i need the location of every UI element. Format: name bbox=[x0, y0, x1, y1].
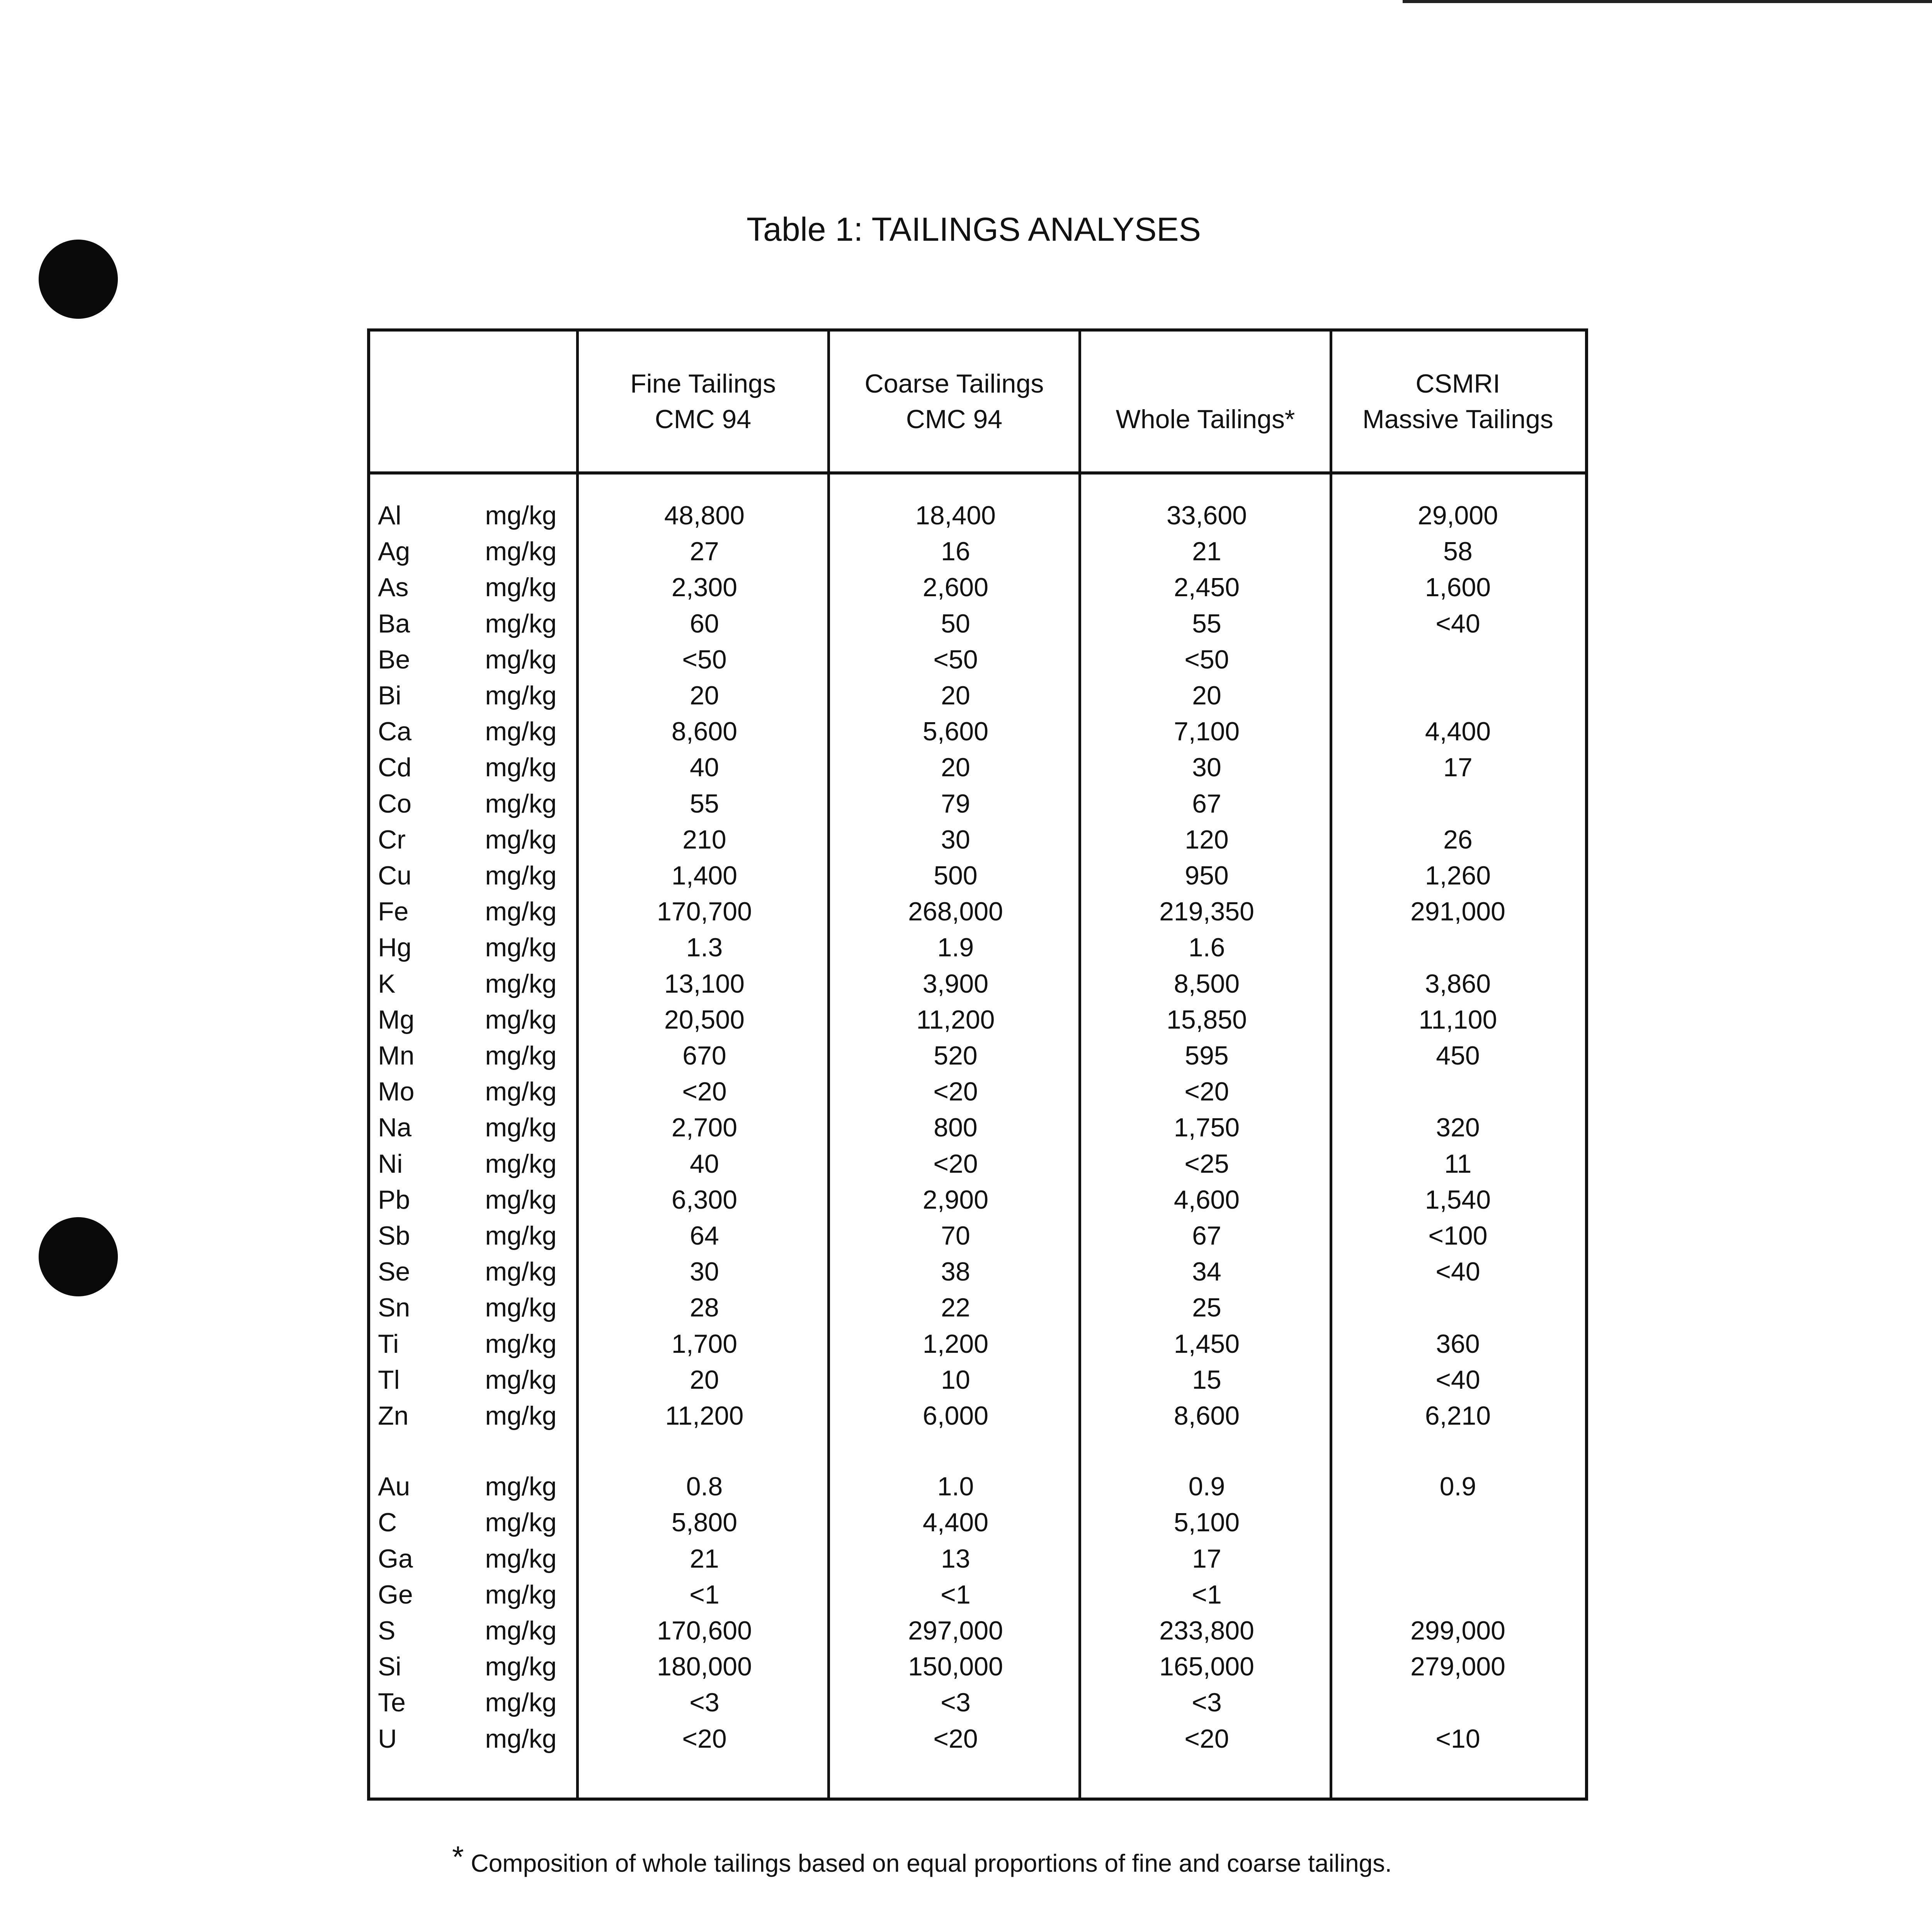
unit-cell: mg/kg bbox=[485, 645, 557, 674]
value-cell: 500 bbox=[934, 861, 978, 890]
element-cell: Hg bbox=[378, 933, 412, 963]
column-header-whole-tailings bbox=[1081, 332, 1330, 471]
element-cell: Cr bbox=[378, 825, 406, 854]
value-cell: 22 bbox=[941, 1293, 970, 1323]
unit-cell: mg/kg bbox=[485, 1401, 557, 1430]
element-cell: Sn bbox=[378, 1293, 410, 1323]
value-cell: 18,400 bbox=[915, 501, 996, 530]
element-cell: Mg bbox=[378, 1005, 415, 1034]
element-cell: S bbox=[378, 1616, 396, 1645]
value-cell: 670 bbox=[682, 1041, 726, 1070]
header-divider bbox=[370, 471, 1585, 474]
element-cell: Co bbox=[378, 789, 412, 818]
unit-cell: mg/kg bbox=[485, 1616, 557, 1645]
value-cell: <3 bbox=[1192, 1688, 1222, 1718]
value-cell: 8,600 bbox=[671, 717, 738, 747]
table-row bbox=[370, 606, 1585, 642]
table-row bbox=[370, 1218, 1585, 1254]
value-cell: 268,000 bbox=[908, 897, 1003, 927]
value-cell: 11 bbox=[1444, 1149, 1472, 1179]
value-cell: 60 bbox=[690, 609, 719, 638]
value-cell: 5,100 bbox=[1173, 1508, 1240, 1537]
footnote-marker: * bbox=[452, 1840, 464, 1874]
element-cell: Sb bbox=[378, 1221, 410, 1250]
value-cell: 233,800 bbox=[1159, 1616, 1254, 1645]
value-cell: 70 bbox=[941, 1221, 970, 1250]
unit-cell: mg/kg bbox=[485, 1508, 557, 1537]
element-cell: Si bbox=[378, 1652, 401, 1682]
unit-cell: mg/kg bbox=[485, 861, 557, 890]
value-cell: 297,000 bbox=[908, 1616, 1003, 1645]
unit-cell: mg/kg bbox=[485, 753, 557, 782]
table-row bbox=[370, 678, 1585, 714]
value-cell: 28 bbox=[690, 1293, 719, 1323]
value-cell: 11,200 bbox=[665, 1401, 744, 1430]
table-row bbox=[370, 966, 1585, 1002]
value-cell: 219,350 bbox=[1159, 897, 1254, 927]
table-row bbox=[370, 1577, 1585, 1613]
element-cell: K bbox=[378, 969, 396, 998]
value-cell: <1 bbox=[940, 1580, 971, 1609]
element-cell: Ge bbox=[378, 1580, 413, 1609]
table-row bbox=[370, 1469, 1585, 1505]
value-cell: 30 bbox=[690, 1257, 719, 1287]
element-cell: Ag bbox=[378, 537, 410, 566]
element-cell: Ca bbox=[378, 717, 412, 747]
value-cell: 33,600 bbox=[1167, 501, 1247, 530]
value-cell: 520 bbox=[934, 1041, 978, 1070]
element-cell: Fe bbox=[378, 897, 409, 927]
unit-cell: mg/kg bbox=[485, 1257, 557, 1287]
value-cell: 210 bbox=[682, 825, 726, 854]
element-cell: Bi bbox=[378, 681, 401, 710]
value-cell: 15 bbox=[1192, 1365, 1221, 1395]
unit-cell: mg/kg bbox=[485, 1149, 557, 1179]
table-row bbox=[370, 1290, 1585, 1326]
value-cell: <20 bbox=[1184, 1077, 1229, 1107]
value-cell: 21 bbox=[690, 1544, 719, 1573]
unit-cell: mg/kg bbox=[485, 681, 557, 710]
value-cell: 29,000 bbox=[1418, 501, 1498, 530]
value-cell: 1,750 bbox=[1173, 1113, 1240, 1143]
element-cell: Mn bbox=[378, 1041, 415, 1070]
unit-cell: mg/kg bbox=[485, 933, 557, 963]
value-cell: 320 bbox=[1436, 1113, 1480, 1143]
element-cell: Ba bbox=[378, 609, 410, 638]
value-cell: 25 bbox=[1192, 1293, 1221, 1323]
table-row bbox=[370, 1038, 1585, 1074]
value-cell: 0.8 bbox=[686, 1472, 723, 1502]
unit-cell: mg/kg bbox=[485, 609, 557, 638]
value-cell: <3 bbox=[689, 1688, 719, 1718]
unit-cell: mg/kg bbox=[485, 1580, 557, 1609]
table-row bbox=[370, 1613, 1585, 1649]
header-line: CMC 94 bbox=[906, 405, 1003, 434]
value-cell: 2,300 bbox=[671, 573, 738, 602]
unit-cell: mg/kg bbox=[485, 1652, 557, 1682]
value-cell: 20 bbox=[941, 681, 970, 710]
unit-cell: mg/kg bbox=[485, 789, 557, 818]
table-row bbox=[370, 1326, 1585, 1362]
unit-cell: mg/kg bbox=[485, 537, 557, 566]
element-cell: Te bbox=[378, 1688, 406, 1718]
table-row bbox=[370, 714, 1585, 750]
value-cell: 17 bbox=[1192, 1544, 1221, 1573]
value-cell: 1,260 bbox=[1425, 861, 1491, 890]
value-cell: <25 bbox=[1184, 1149, 1229, 1179]
header-line: Whole Tailings* bbox=[1116, 405, 1295, 434]
value-cell: 6,300 bbox=[671, 1185, 738, 1214]
value-cell: <20 bbox=[682, 1077, 727, 1107]
value-cell: <40 bbox=[1435, 1257, 1480, 1287]
unit-cell: mg/kg bbox=[485, 1113, 557, 1143]
table-row bbox=[370, 1182, 1585, 1218]
element-cell: Cu bbox=[378, 861, 412, 890]
unit-cell: mg/kg bbox=[485, 501, 557, 530]
value-cell: 40 bbox=[690, 753, 719, 782]
element-cell: Zn bbox=[378, 1401, 409, 1430]
header-line bbox=[1116, 366, 1295, 401]
value-cell: 67 bbox=[1192, 1221, 1221, 1250]
unit-cell: mg/kg bbox=[485, 1293, 557, 1323]
value-cell: 1,540 bbox=[1425, 1185, 1491, 1214]
value-cell: 34 bbox=[1192, 1257, 1221, 1287]
value-cell: 279,000 bbox=[1410, 1652, 1505, 1682]
value-cell: 50 bbox=[941, 609, 970, 638]
table-row bbox=[370, 1685, 1585, 1721]
element-cell: Be bbox=[378, 645, 410, 674]
value-cell: 55 bbox=[690, 789, 719, 818]
table-row bbox=[370, 1146, 1585, 1182]
table-row bbox=[370, 930, 1585, 966]
value-cell: 6,000 bbox=[922, 1401, 989, 1430]
value-cell: <100 bbox=[1428, 1221, 1488, 1250]
unit-cell: mg/kg bbox=[485, 1041, 557, 1070]
value-cell: 2,700 bbox=[671, 1113, 738, 1143]
value-cell: <20 bbox=[682, 1724, 727, 1753]
element-cell: Se bbox=[378, 1257, 410, 1287]
value-cell: <20 bbox=[933, 1077, 978, 1107]
value-cell: 0.9 bbox=[1188, 1472, 1225, 1502]
value-cell: 595 bbox=[1185, 1041, 1229, 1070]
table-row bbox=[370, 1398, 1585, 1434]
table-row bbox=[370, 642, 1585, 678]
value-cell: 11,200 bbox=[916, 1005, 995, 1034]
unit-cell: mg/kg bbox=[485, 1544, 557, 1573]
value-cell: <1 bbox=[689, 1580, 719, 1609]
column-header-fine-tailings bbox=[579, 332, 827, 471]
value-cell: 1,600 bbox=[1425, 573, 1491, 602]
value-cell: 20 bbox=[1192, 681, 1221, 710]
value-cell: 27 bbox=[690, 537, 719, 566]
element-cell: Ni bbox=[378, 1149, 403, 1179]
unit-cell: mg/kg bbox=[485, 825, 557, 854]
value-cell: 38 bbox=[941, 1257, 970, 1287]
table-row bbox=[370, 1649, 1585, 1685]
column-header-coarse-tailings bbox=[830, 332, 1078, 471]
footnote-text: Composition of whole tailings based on equal proportions of fine and coarse tailings. bbox=[471, 1849, 1392, 1877]
value-cell: 30 bbox=[941, 825, 970, 854]
footnote bbox=[452, 1839, 1392, 1878]
tailings-table bbox=[367, 328, 1588, 1801]
value-cell: 1,700 bbox=[671, 1329, 738, 1359]
value-cell: 55 bbox=[1192, 609, 1221, 638]
value-cell: 7,100 bbox=[1173, 717, 1240, 747]
value-cell: 170,700 bbox=[657, 897, 752, 927]
value-cell: 360 bbox=[1436, 1329, 1480, 1359]
value-cell: 2,450 bbox=[1173, 573, 1240, 602]
unit-cell: mg/kg bbox=[485, 1221, 557, 1250]
element-cell: Ti bbox=[378, 1329, 399, 1359]
value-cell: 13 bbox=[941, 1544, 970, 1573]
element-cell: Mo bbox=[378, 1077, 415, 1107]
value-cell: 20 bbox=[941, 753, 970, 782]
unit-cell: mg/kg bbox=[485, 1724, 557, 1753]
table-row bbox=[370, 498, 1585, 534]
value-cell: 2,900 bbox=[922, 1185, 989, 1214]
value-cell: 64 bbox=[690, 1221, 719, 1250]
table-row bbox=[370, 858, 1585, 894]
value-cell: 16 bbox=[941, 537, 970, 566]
table-row bbox=[370, 534, 1585, 570]
value-cell: 13,100 bbox=[664, 969, 745, 998]
value-cell: 67 bbox=[1192, 789, 1221, 818]
table-row bbox=[370, 822, 1585, 858]
element-cell: Ga bbox=[378, 1544, 413, 1573]
value-cell: 15,850 bbox=[1167, 1005, 1247, 1034]
value-cell: 5,800 bbox=[671, 1508, 738, 1537]
unit-cell: mg/kg bbox=[485, 1472, 557, 1502]
value-cell: 20 bbox=[690, 681, 719, 710]
value-cell: 165,000 bbox=[1159, 1652, 1254, 1682]
value-cell: 0.9 bbox=[1439, 1472, 1476, 1502]
unit-cell: mg/kg bbox=[485, 1365, 557, 1395]
value-cell: 1,200 bbox=[922, 1329, 989, 1359]
unit-cell: mg/kg bbox=[485, 1329, 557, 1359]
value-cell: 950 bbox=[1185, 861, 1229, 890]
value-cell: <20 bbox=[933, 1724, 978, 1753]
value-cell: 450 bbox=[1436, 1041, 1480, 1070]
table-row bbox=[370, 1254, 1585, 1290]
value-cell: 40 bbox=[690, 1149, 719, 1179]
element-cell: Tl bbox=[378, 1365, 400, 1395]
table-row bbox=[370, 786, 1585, 822]
unit-cell: mg/kg bbox=[485, 717, 557, 747]
header-line: CSMRI bbox=[1415, 369, 1500, 398]
value-cell: 4,400 bbox=[1425, 717, 1491, 747]
value-cell: 8,500 bbox=[1173, 969, 1240, 998]
value-cell: 10 bbox=[941, 1365, 970, 1395]
value-cell: 20 bbox=[690, 1365, 719, 1395]
element-cell: Au bbox=[378, 1472, 410, 1502]
column-header-csmri-massive bbox=[1332, 332, 1583, 471]
value-cell: 150,000 bbox=[908, 1652, 1003, 1682]
value-cell: <1 bbox=[1192, 1580, 1222, 1609]
value-cell: 5,600 bbox=[922, 717, 989, 747]
table-row bbox=[370, 570, 1585, 605]
element-cell: Al bbox=[378, 501, 401, 530]
value-cell: 6,210 bbox=[1425, 1401, 1491, 1430]
value-cell: 291,000 bbox=[1410, 897, 1505, 927]
table-title: Table 1: TAILINGS ANALYSES bbox=[747, 211, 1201, 248]
element-cell: U bbox=[378, 1724, 397, 1753]
value-cell: 21 bbox=[1192, 537, 1221, 566]
value-cell: <20 bbox=[1184, 1724, 1229, 1753]
value-cell: 2,600 bbox=[922, 573, 989, 602]
unit-cell: mg/kg bbox=[485, 1688, 557, 1718]
element-cell: C bbox=[378, 1508, 397, 1537]
unit-cell: mg/kg bbox=[485, 1185, 557, 1214]
table-row bbox=[370, 1721, 1585, 1757]
binder-hole bbox=[39, 240, 118, 319]
value-cell: 800 bbox=[934, 1113, 978, 1143]
unit-cell: mg/kg bbox=[485, 573, 557, 602]
value-cell: 17 bbox=[1443, 753, 1473, 782]
value-cell: <50 bbox=[1184, 645, 1229, 674]
value-cell: 26 bbox=[1443, 825, 1473, 854]
header-line: CMC 94 bbox=[655, 405, 752, 434]
table-row bbox=[370, 894, 1585, 930]
top-edge-rule bbox=[1403, 0, 1932, 3]
value-cell: 1,400 bbox=[671, 861, 738, 890]
table-row bbox=[370, 1541, 1585, 1577]
value-cell: 1,450 bbox=[1173, 1329, 1240, 1359]
value-cell: <50 bbox=[682, 645, 727, 674]
element-cell: Pb bbox=[378, 1185, 410, 1214]
table-row bbox=[370, 1362, 1585, 1398]
value-cell: <3 bbox=[940, 1688, 971, 1718]
value-cell: 4,400 bbox=[922, 1508, 989, 1537]
binder-hole bbox=[39, 1217, 118, 1296]
table-row bbox=[370, 750, 1585, 786]
value-cell: 299,000 bbox=[1410, 1616, 1505, 1645]
value-cell: 170,600 bbox=[657, 1616, 752, 1645]
element-cell: As bbox=[378, 573, 409, 602]
value-cell: 48,800 bbox=[664, 501, 745, 530]
value-cell: 1.3 bbox=[686, 933, 723, 963]
header-line: Massive Tailings bbox=[1362, 405, 1553, 434]
header-line: Coarse Tailings bbox=[864, 369, 1044, 398]
value-cell: <10 bbox=[1435, 1724, 1480, 1753]
value-cell: 120 bbox=[1185, 825, 1229, 854]
table-row bbox=[370, 1074, 1585, 1110]
value-cell: 3,900 bbox=[922, 969, 989, 998]
value-cell: 30 bbox=[1192, 753, 1221, 782]
value-cell: 58 bbox=[1443, 537, 1473, 566]
value-cell: <20 bbox=[933, 1149, 978, 1179]
header-line: Fine Tailings bbox=[630, 369, 776, 398]
unit-cell: mg/kg bbox=[485, 1077, 557, 1107]
value-cell: 20,500 bbox=[664, 1005, 745, 1034]
element-cell: Na bbox=[378, 1113, 412, 1143]
table-row bbox=[370, 1002, 1585, 1038]
element-cell: Cd bbox=[378, 753, 412, 782]
value-cell: <40 bbox=[1435, 609, 1480, 638]
value-cell: 3,860 bbox=[1425, 969, 1491, 998]
unit-cell: mg/kg bbox=[485, 897, 557, 927]
value-cell: 79 bbox=[941, 789, 970, 818]
unit-cell: mg/kg bbox=[485, 969, 557, 998]
value-cell: 8,600 bbox=[1173, 1401, 1240, 1430]
value-cell: 4,600 bbox=[1173, 1185, 1240, 1214]
value-cell: 1.9 bbox=[937, 933, 974, 963]
value-cell: 1.6 bbox=[1188, 933, 1225, 963]
value-cell: <40 bbox=[1435, 1365, 1480, 1395]
table-row bbox=[370, 1110, 1585, 1146]
value-cell: 180,000 bbox=[657, 1652, 752, 1682]
unit-cell: mg/kg bbox=[485, 1005, 557, 1034]
value-cell: 1.0 bbox=[937, 1472, 974, 1502]
table-row bbox=[370, 1505, 1585, 1541]
value-cell: 11,100 bbox=[1418, 1005, 1497, 1034]
value-cell: <50 bbox=[933, 645, 978, 674]
